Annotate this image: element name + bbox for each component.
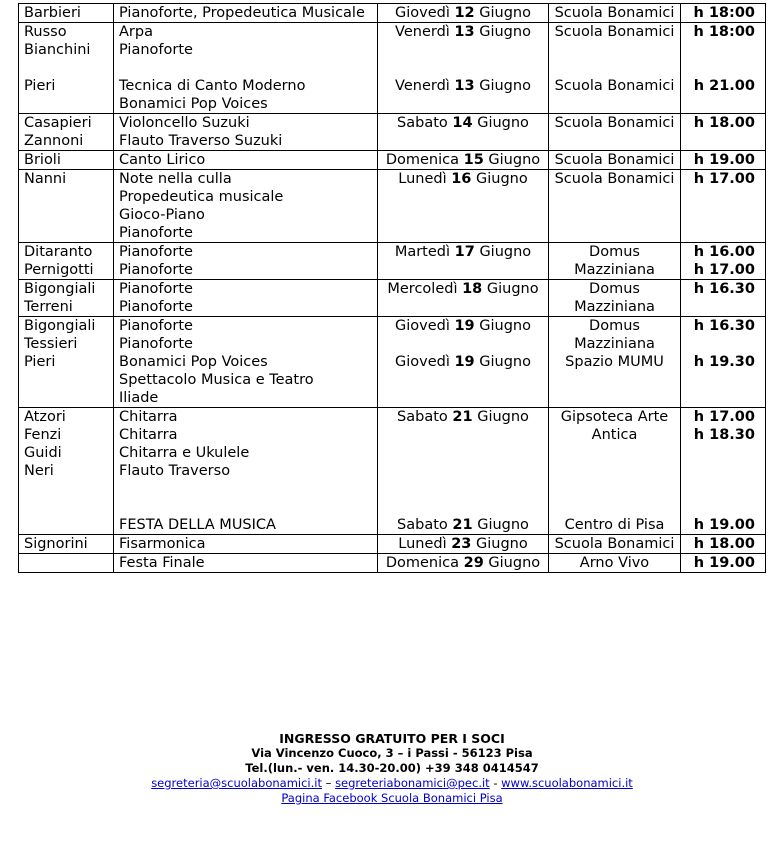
time-text: h 18.00: [693, 536, 755, 552]
venue-cell: [549, 114, 681, 151]
weekday: Lunedì: [398, 536, 447, 552]
time-text: h 18.00: [693, 115, 755, 131]
course-name: Bonamici Pop Voices: [119, 354, 268, 370]
course-cell: [114, 151, 378, 170]
weekday: Sabato: [397, 115, 448, 131]
course-name: FESTA DELLA MUSICA: [119, 517, 276, 533]
course-name: Pianoforte: [119, 225, 193, 241]
teacher-cell: [19, 151, 114, 170]
date-cell: [378, 4, 549, 23]
schedule-row: [19, 4, 766, 23]
time-text: h 16.00: [693, 244, 755, 260]
time-text: h 17.00: [693, 171, 755, 187]
course-name: Propedeutica musicale: [119, 189, 284, 205]
teacher-name: Guidi: [24, 445, 62, 461]
month: Giugno: [476, 171, 528, 187]
teacher-name: Bigongiali: [24, 318, 96, 334]
date-cell: [378, 408, 549, 535]
time-text: h 19.00: [693, 555, 755, 571]
course-name: Chitarra: [119, 409, 178, 425]
month: Giugno: [479, 244, 532, 260]
teacher-name: Bianchini: [24, 42, 91, 58]
month: Giugno: [476, 536, 528, 552]
weekday: Domenica: [385, 152, 460, 168]
course-name: Note nella culla: [119, 171, 232, 187]
time-cell: [681, 114, 766, 151]
teacher-cell: [19, 317, 114, 408]
day-number: 21: [452, 517, 473, 533]
schedule-row: [19, 151, 766, 170]
course-name: Pianoforte: [119, 318, 193, 334]
date-cell: [378, 317, 549, 408]
time-text: h 17.00: [693, 409, 755, 425]
separator: -: [489, 776, 502, 790]
course-name: Tecnica di Canto Moderno: [119, 78, 306, 94]
date-text: [383, 77, 543, 95]
date-cell: [378, 151, 549, 170]
time-cell: [681, 535, 766, 554]
schedule-row: [19, 243, 766, 280]
day-number: 19: [454, 354, 475, 370]
course-name: Arpa: [119, 24, 153, 40]
course-name: Iliade: [119, 390, 159, 406]
venue-name: Arno Vivo: [579, 555, 650, 571]
course-cell: [114, 23, 378, 114]
teacher-name: Pieri: [24, 78, 56, 94]
course-name: Pianoforte: [119, 336, 193, 352]
date-text: [383, 243, 543, 261]
venue-name: Gipsoteca Arte: [560, 409, 669, 425]
venue-cell: [549, 23, 681, 114]
weekday: Martedì: [394, 244, 451, 260]
venue-name: Antica: [591, 427, 638, 443]
venue-cell: [549, 317, 681, 408]
day-number: 18: [462, 281, 483, 297]
course-name: Pianoforte: [119, 281, 193, 297]
time-text: h 19.30: [693, 354, 755, 370]
date-text: [383, 280, 543, 298]
venue-cell: [549, 535, 681, 554]
pec-email-link[interactable]: segreteriabonamici@pec.it: [335, 776, 490, 790]
time-cell: [681, 408, 766, 535]
month: Giugno: [488, 152, 541, 168]
date-text: [383, 170, 543, 188]
venue-name: Scuola Bonamici: [554, 78, 675, 94]
time-cell: [681, 4, 766, 23]
venue-cell: [549, 243, 681, 280]
course-name: Festa Finale: [119, 555, 205, 571]
venue-name: Scuola Bonamici: [554, 115, 675, 131]
time-cell: [681, 317, 766, 408]
date-text: [383, 353, 543, 371]
venue-cell: [549, 170, 681, 243]
date-text: [383, 516, 543, 534]
course-cell: [114, 114, 378, 151]
time-text: h 18:00: [693, 24, 755, 40]
weekday: Giovedì: [394, 318, 450, 334]
course-name: Flauto Traverso Suzuki: [119, 133, 283, 149]
schedule-row: [19, 535, 766, 554]
footer-address: Via Vincenzo Cuoco, 3 – i Passi - 56123 Pisa: [251, 746, 533, 760]
footer: [0, 731, 784, 806]
time-cell: [681, 243, 766, 280]
teacher-name: Pieri: [24, 354, 56, 370]
course-cell: [114, 554, 378, 573]
date-cell: [378, 170, 549, 243]
weekday: Mercoledì: [387, 281, 458, 297]
teacher-name: Atzori: [24, 409, 66, 425]
time-text: h 19.00: [693, 152, 755, 168]
weekday: Sabato: [397, 517, 448, 533]
course-name: Pianoforte: [119, 244, 193, 260]
footer-phone: Tel.(lun.- ven. 14.30-20.00) +39 348 0414547: [245, 761, 539, 775]
date-cell: [378, 243, 549, 280]
website-link[interactable]: www.scuolabonamici.it: [501, 776, 633, 790]
venue-name: Domus: [589, 281, 640, 297]
schedule-row: [19, 554, 766, 573]
time-cell: [681, 23, 766, 114]
teacher-name: Signorini: [24, 536, 88, 552]
course-name: Pianoforte, Propedeutica Musicale: [119, 5, 365, 21]
time-cell: [681, 280, 766, 317]
course-cell: [114, 317, 378, 408]
course-name: Gioco-Piano: [119, 207, 205, 223]
venue-name: Domus: [589, 244, 640, 260]
course-cell: [114, 535, 378, 554]
course-name: Pianoforte: [119, 262, 193, 278]
venue-cell: [549, 280, 681, 317]
teacher-name: Brioli: [24, 152, 61, 168]
day-number: 12: [454, 5, 475, 21]
teacher-name: Ditaranto: [24, 244, 93, 260]
day-number: 23: [451, 536, 472, 552]
weekday: Domenica: [385, 555, 460, 571]
month: Giugno: [488, 555, 541, 571]
course-name: Bonamici Pop Voices: [119, 96, 268, 112]
venue-name: Scuola Bonamici: [554, 536, 675, 552]
day-number: 21: [452, 409, 473, 425]
month: Giugno: [477, 409, 529, 425]
venue-name: Centro di Pisa: [564, 517, 665, 533]
venue-cell: [549, 151, 681, 170]
weekday: Lunedì: [398, 171, 447, 187]
teacher-name: Barbieri: [24, 5, 81, 21]
course-name: Chitarra: [119, 427, 178, 443]
venue-name: Mazziniana: [574, 299, 655, 315]
teacher-name: Terreni: [24, 299, 73, 315]
venue-name: Scuola Bonamici: [554, 5, 675, 21]
teacher-cell: [19, 280, 114, 317]
date-cell: [378, 535, 549, 554]
time-cell: [681, 554, 766, 573]
venue-cell: [549, 554, 681, 573]
venue-name: Scuola Bonamici: [554, 24, 675, 40]
teacher-cell: [19, 170, 114, 243]
teacher-cell: [19, 554, 114, 573]
month: Giugno: [479, 354, 531, 370]
teacher-cell: [19, 408, 114, 535]
course-cell: [114, 243, 378, 280]
date-text: [383, 408, 543, 426]
teacher-name: Casapieri: [24, 115, 92, 131]
teacher-name: Fenzi: [24, 427, 62, 443]
time-text: h 17.00: [693, 262, 755, 278]
teacher-name: Russo: [24, 24, 67, 40]
day-number: 16: [451, 171, 472, 187]
venue-cell: [549, 4, 681, 23]
day-number: 13: [454, 78, 475, 94]
schedule-row: [19, 408, 766, 535]
course-cell: [114, 170, 378, 243]
schedule-row: [19, 170, 766, 243]
course-cell: [114, 280, 378, 317]
day-number: 13: [454, 24, 475, 40]
month: Giugno: [479, 318, 531, 334]
venue-name: Mazziniana: [574, 336, 655, 352]
month: Giugno: [479, 24, 531, 40]
month: Giugno: [479, 5, 531, 21]
teacher-cell: [19, 114, 114, 151]
time-text: h 16.30: [693, 281, 755, 297]
course-name: Canto Lirico: [119, 152, 206, 168]
teacher-name: Bigongiali: [24, 281, 96, 297]
teacher-cell: [19, 535, 114, 554]
footer-contacts: [0, 776, 784, 791]
email-link[interactable]: segreteria@scuolabonamici.it: [151, 776, 322, 790]
schedule-row: [19, 114, 766, 151]
weekday: Venerdì: [395, 24, 450, 40]
teacher-name: Neri: [24, 463, 54, 479]
course-name: Spettacolo Musica e Teatro: [119, 372, 314, 388]
day-number: 19: [454, 318, 475, 334]
month: Giugno: [479, 78, 531, 94]
date-text: [383, 535, 543, 553]
time-text: h 18.30: [693, 427, 755, 443]
month: Giugno: [477, 517, 529, 533]
teacher-cell: [19, 243, 114, 280]
month: Giugno: [477, 115, 529, 131]
course-name: Flauto Traverso: [119, 463, 231, 479]
date-cell: [378, 280, 549, 317]
teacher-name: Tessieri: [24, 336, 78, 352]
schedule-row: [19, 317, 766, 408]
time-cell: [681, 170, 766, 243]
venue-name: Spazio MUMU: [565, 354, 664, 370]
venue-cell: [549, 408, 681, 535]
day-number: 29: [463, 555, 484, 571]
date-text: [383, 151, 543, 169]
date-text: [383, 114, 543, 132]
teacher-name: Pernigotti: [24, 262, 94, 278]
footer-title: INGRESSO GRATUITO PER I SOCI: [279, 731, 505, 746]
time-text: h 18:00: [693, 5, 755, 21]
schedule-row: [19, 23, 766, 114]
weekday: Venerdì: [395, 78, 450, 94]
schedule-body: [19, 4, 766, 573]
venue-name: Domus: [589, 318, 640, 334]
day-number: 15: [463, 152, 484, 168]
month: Giugno: [486, 281, 539, 297]
weekday: Sabato: [397, 409, 448, 425]
schedule-row: [19, 280, 766, 317]
date-text: [383, 317, 543, 335]
course-cell: [114, 408, 378, 535]
venue-name: Scuola Bonamici: [554, 152, 675, 168]
course-name: Pianoforte: [119, 42, 193, 58]
date-text: [383, 4, 543, 22]
course-name: Violoncello Suzuki: [119, 115, 250, 131]
date-text: [383, 23, 543, 41]
course-cell: [114, 4, 378, 23]
date-cell: [378, 554, 549, 573]
facebook-link[interactable]: Pagina Facebook Scuola Bonamici Pisa: [281, 791, 503, 805]
course-name: Chitarra e Ukulele: [119, 445, 250, 461]
teacher-cell: [19, 4, 114, 23]
schedule-table: [18, 3, 766, 573]
course-name: Pianoforte: [119, 299, 193, 315]
day-number: 14: [452, 115, 473, 131]
teacher-cell: [19, 23, 114, 114]
separator: –: [322, 776, 336, 790]
venue-name: Scuola Bonamici: [554, 171, 675, 187]
teacher-name: Zannoni: [24, 133, 84, 149]
date-text: [383, 554, 543, 572]
course-name: Fisarmonica: [119, 536, 206, 552]
time-text: h 16.30: [693, 318, 755, 334]
time-text: h 19.00: [693, 517, 755, 533]
time-text: h 21.00: [693, 78, 755, 94]
venue-name: Mazziniana: [574, 262, 655, 278]
time-cell: [681, 151, 766, 170]
date-cell: [378, 23, 549, 114]
weekday: Giovedì: [394, 5, 450, 21]
teacher-name: Nanni: [24, 171, 67, 187]
day-number: 17: [454, 244, 475, 260]
weekday: Giovedì: [394, 354, 450, 370]
date-cell: [378, 114, 549, 151]
